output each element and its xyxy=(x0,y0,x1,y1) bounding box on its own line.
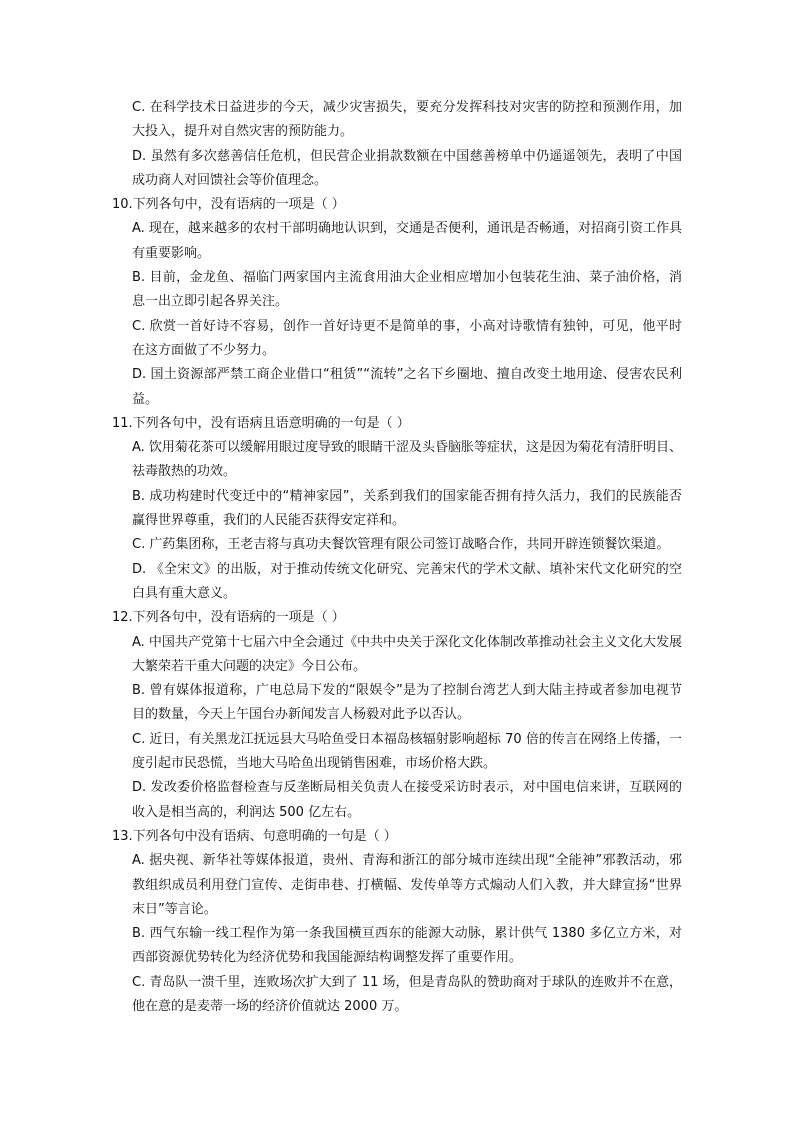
option-line: D. 发改委价格监督检查与反垄断局相关负责人在接受采访时表示，对中国电信来讲，互联网的收入是相当高的，利润达 500 亿左右。 xyxy=(132,780,682,820)
option-line: C. 广药集团称，王老吉将与真功夫餐饮管理有限公司签订战略合作，共同开辟连锁餐饮渠道。 xyxy=(132,537,670,553)
question-line: 11.下列各句中，没有语病且语意明确的一句是（ ） xyxy=(112,415,410,431)
question-line: 12.下列各句中，没有语病的一项是（ ） xyxy=(112,610,345,626)
option-line: C. 青岛队一溃千里，连败场次扩大到了 11 场，但是青岛队的赞助商对于球队的连败并不在意，他在意的是麦蒂一场的经济价值就达 2000 万。 xyxy=(132,974,682,1014)
option-line: A. 据央视、新华社等媒体报道，贵州、青海和浙江的部分城市连续出现“全能神”邪教活动，邪教组织成员利用登门宣传、走街串巷、打横幅、发传单等方式煽动人们入教，并大肆宣扬“世界末日”等言论。 xyxy=(132,853,682,917)
option-line: B. 成功构建时代变迁中的“精神家园”，关系到我们的国家能否拥有持久活力，我们的民族能否赢得世界尊重，我们的人民能否获得安定祥和。 xyxy=(132,488,682,529)
option-line: B. 目前，金龙鱼、福临门两家国内主流食用油大企业相应增加小包装花生油、菜子油价格，消息一出立即引起各界关注。 xyxy=(132,270,682,310)
option-line: B. 曾有媒体报道称，广电总局下发的“限娱令”是为了控制台湾艺人到大陆主持或者参加电视节目的数量，今天上午国台办新闻发言人杨毅对此予以否认。 xyxy=(132,683,682,723)
question-line: 10.下列各句中，没有语病的一项是（ ） xyxy=(112,197,345,213)
option-line: D. 虽然有多次慈善信任危机，但民营企业捐款数额在中国慈善榜单中仍遥遥领先，表明了中国成功商人对回馈社会等价值理念。 xyxy=(132,148,682,188)
option-line: C. 在科学技术日益进步的今天，减少灾害损失，要充分发挥科技对灾害的防控和预测作用，加大投入，提升对自然灾害的预防能力。 xyxy=(132,100,682,140)
option-line: B. 西气东输一线工程作为第一条我国横亘西东的能源大动脉，累计供气 1380 多亿立方米，对西部资源优势转化为经济优势和我国能源结构调整发挥了重要作用。 xyxy=(132,926,682,966)
option-line: A. 现在，越来越多的农村干部明确地认识到，交通是否便利，通讯是否畅通，对招商引资工作具有重要影响。 xyxy=(132,221,682,261)
option-line: D. 国土资源部严禁工商企业借口“租赁”“流转”之名下乡圈地、擅自改变土地用途、侵害农民利益。 xyxy=(132,367,682,407)
option-line: A. 中国共产党第十七届六中全会通过《中共中央关于深化文化体制改革推动社会主义文化大发展大繁荣若干重大问题的决定》今日公布。 xyxy=(132,634,682,674)
option-line: C. 近日，有关黑龙江抚远县大马哈鱼受日本福岛核辐射影响超标 70 倍的传言在网络上传播，一度引起市民恐慌，当地大马哈鱼出现销售困难，市场价格大跌。 xyxy=(132,731,682,772)
exam-page xyxy=(112,96,682,1019)
option-line: D. 《全宋文》的出版，对于推动传统文化研究、完善宋代的学术文献、填补宋代文化研究的空白具有重大意义。 xyxy=(132,561,682,601)
question-line: 13.下列各句中没有语病、句意明确的一句是（ ） xyxy=(112,828,397,844)
option-line: C. 欣赏一首好诗不容易，创作一首好诗更不是简单的事，小高对诗歌情有独钟，可见，他平时在这方面做了不少努力。 xyxy=(132,318,682,358)
option-line: A. 饮用菊花茶可以缓解用眼过度导致的眼睛干涩及头昏脑胀等症状，这是因为菊花有清肝明目、祛毒散热的功效。 xyxy=(132,440,682,480)
